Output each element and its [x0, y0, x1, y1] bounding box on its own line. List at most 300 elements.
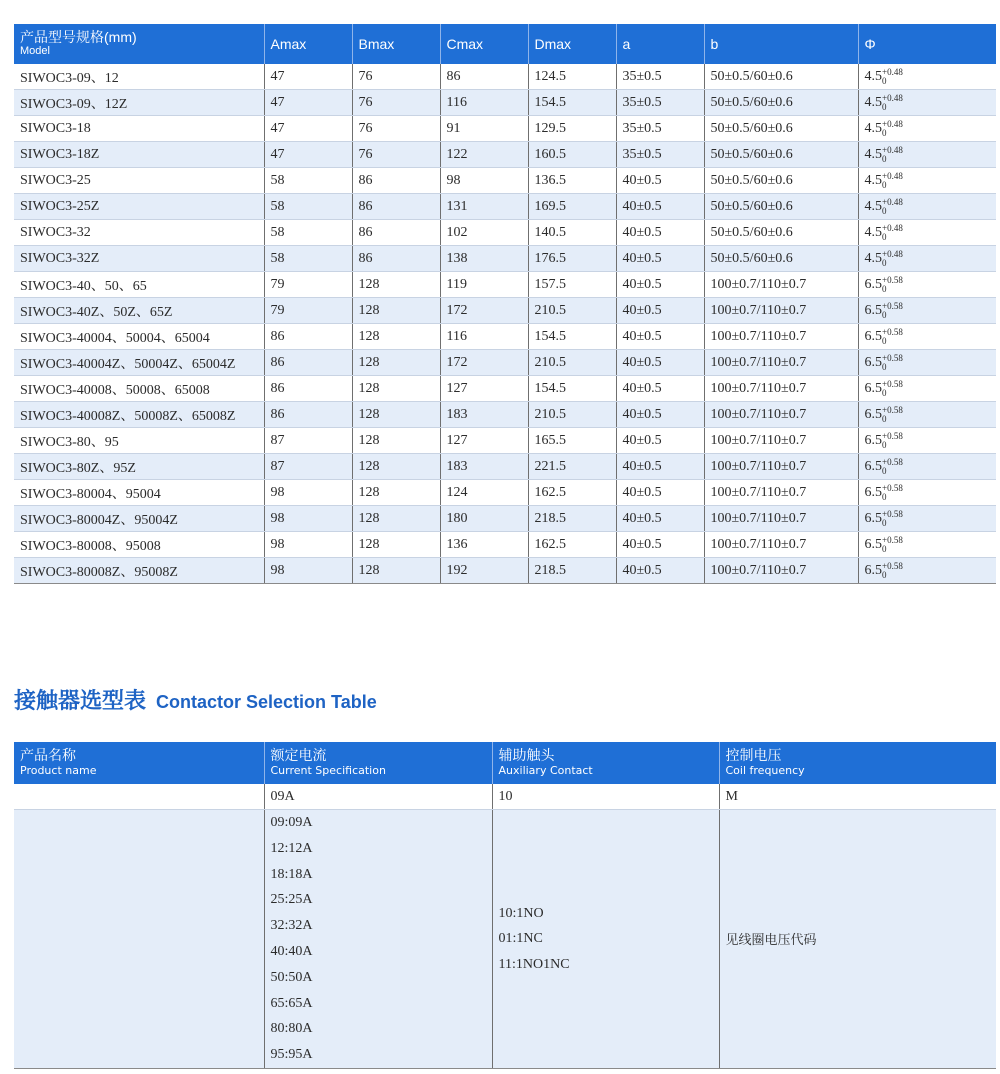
cell-dmax: 154.5 — [528, 90, 616, 116]
table-row — [14, 220, 996, 246]
cell-amax: 98 — [264, 532, 352, 558]
cell-cmax: 122 — [440, 142, 528, 168]
phi-upper: +0.48 — [882, 92, 903, 103]
cell-dmax: 162.5 — [528, 532, 616, 558]
cell-cmax: 180 — [440, 506, 528, 532]
cell-bmax: 86 — [352, 194, 440, 220]
cell-phi — [858, 454, 996, 480]
selection-code-row — [14, 784, 996, 810]
cell-b: 100±0.7/110±0.7 — [704, 480, 858, 506]
cell-model: SIWOC3-32 — [14, 220, 264, 246]
phi-lower: 0 — [882, 335, 887, 346]
cell-model: SIWOC3-18Z — [14, 142, 264, 168]
cell-b: 100±0.7/110±0.7 — [704, 532, 858, 558]
phi-upper: +0.48 — [882, 66, 903, 77]
phi-upper: +0.58 — [882, 456, 903, 467]
cell-b: 50±0.5/60±0.6 — [704, 246, 858, 272]
current-option: 40:40A — [270, 943, 313, 959]
cell-a: 40±0.5 — [616, 324, 704, 350]
cell-dmax: 124.5 — [528, 64, 616, 90]
header-coil-cn: 控制电压 — [725, 748, 782, 764]
table-row — [14, 116, 996, 142]
cell-amax: 47 — [264, 116, 352, 142]
table-row — [14, 142, 996, 168]
phi-base: 4.5 — [864, 120, 882, 136]
phi-lower: 0 — [882, 543, 887, 554]
code-auxiliary: 10 — [492, 784, 719, 810]
cell-cmax: 192 — [440, 558, 528, 584]
cell-a: 40±0.5 — [616, 246, 704, 272]
header-coil — [719, 742, 996, 784]
phi-upper: +0.58 — [882, 508, 903, 519]
cell-b: 50±0.5/60±0.6 — [704, 64, 858, 90]
cell-amax: 47 — [264, 90, 352, 116]
phi-base: 6.5 — [864, 458, 882, 474]
cell-amax: 98 — [264, 558, 352, 584]
table-row — [14, 454, 996, 480]
phi-upper: +0.58 — [882, 326, 903, 337]
header-coil-en: Coil frequency — [725, 764, 805, 777]
phi-tolerance — [882, 562, 903, 580]
table-row — [14, 194, 996, 220]
dimensions-header-row — [14, 24, 996, 64]
cell-dmax: 154.5 — [528, 324, 616, 350]
cell-b: 50±0.5/60±0.6 — [704, 90, 858, 116]
cell-phi — [858, 64, 996, 90]
cell-amax: 86 — [264, 324, 352, 350]
phi-tolerance — [882, 68, 903, 86]
cell-bmax: 76 — [352, 116, 440, 142]
cell-a: 35±0.5 — [616, 64, 704, 90]
header-bmax: Bmax — [352, 24, 440, 64]
cell-model: SIWOC3-18 — [14, 116, 264, 142]
cell-bmax: 86 — [352, 246, 440, 272]
cell-b: 50±0.5/60±0.6 — [704, 194, 858, 220]
cell-b: 100±0.7/110±0.7 — [704, 272, 858, 298]
phi-tolerance — [882, 276, 903, 294]
cell-bmax: 128 — [352, 324, 440, 350]
cell-model: SIWOC3-80008、95008 — [14, 532, 264, 558]
cell-cmax: 91 — [440, 116, 528, 142]
cell-phi — [858, 532, 996, 558]
table-row — [14, 376, 996, 402]
table-row — [14, 324, 996, 350]
current-option: 50:50A — [270, 969, 313, 985]
cell-phi — [858, 116, 996, 142]
phi-lower: 0 — [882, 387, 887, 398]
phi-upper: +0.58 — [882, 352, 903, 363]
cell-cmax: 116 — [440, 90, 528, 116]
table-row — [14, 558, 996, 584]
phi-lower: 0 — [882, 127, 887, 138]
phi-upper: +0.48 — [882, 118, 903, 129]
header-product-name-cn: 产品名称 — [20, 748, 76, 764]
header-dmax: Dmax — [528, 24, 616, 64]
phi-tolerance — [882, 432, 903, 450]
header-phi: Φ — [858, 24, 996, 64]
header-auxiliary — [492, 742, 719, 784]
cell-phi — [858, 168, 996, 194]
cell-cmax: 127 — [440, 376, 528, 402]
phi-tolerance — [882, 406, 903, 424]
header-model — [14, 24, 264, 64]
cell-amax: 86 — [264, 402, 352, 428]
header-auxiliary-en: Auxiliary Contact — [498, 764, 593, 777]
cell-model: SIWOC3-25Z — [14, 194, 264, 220]
cell-b: 50±0.5/60±0.6 — [704, 142, 858, 168]
cell-model: SIWOC3-40004Z、50004Z、65004Z — [14, 350, 264, 376]
phi-lower: 0 — [882, 465, 887, 476]
phi-base: 6.5 — [864, 302, 882, 318]
header-b: b — [704, 24, 858, 64]
phi-base: 6.5 — [864, 432, 882, 448]
auxiliary-option: 11:1NO1NC — [498, 956, 570, 972]
cell-bmax: 76 — [352, 142, 440, 168]
selection-table — [14, 742, 996, 1069]
phi-tolerance — [882, 120, 903, 138]
cell-b: 100±0.7/110±0.7 — [704, 428, 858, 454]
table-row — [14, 298, 996, 324]
cell-model: SIWOC3-09、12 — [14, 64, 264, 90]
header-current-cn: 额定电流 — [270, 748, 327, 764]
cell-bmax: 128 — [352, 402, 440, 428]
cell-a: 35±0.5 — [616, 90, 704, 116]
auxiliary-option: 10:1NO — [498, 905, 544, 921]
current-option: 12:12A — [270, 840, 313, 856]
cell-amax: 87 — [264, 454, 352, 480]
phi-upper: +0.58 — [882, 430, 903, 441]
cell-bmax: 128 — [352, 428, 440, 454]
cell-a: 40±0.5 — [616, 168, 704, 194]
phi-lower: 0 — [882, 153, 887, 164]
cell-a: 40±0.5 — [616, 532, 704, 558]
phi-upper: +0.58 — [882, 560, 903, 571]
cell-dmax: 136.5 — [528, 168, 616, 194]
dimensions-body — [14, 64, 996, 584]
phi-base: 4.5 — [864, 224, 882, 240]
cell-bmax: 128 — [352, 350, 440, 376]
phi-upper: +0.58 — [882, 482, 903, 493]
phi-lower: 0 — [882, 283, 887, 294]
header-auxiliary-cn: 辅助触头 — [498, 748, 555, 764]
cell-dmax: 176.5 — [528, 246, 616, 272]
cell-bmax: 86 — [352, 220, 440, 246]
phi-lower: 0 — [882, 179, 887, 190]
cell-amax: 58 — [264, 220, 352, 246]
cell-b: 50±0.5/60±0.6 — [704, 116, 858, 142]
section-title-en: Contactor Selection Table — [156, 692, 377, 712]
cell-bmax: 128 — [352, 558, 440, 584]
cell-dmax: 210.5 — [528, 402, 616, 428]
phi-base: 6.5 — [864, 536, 882, 552]
header-amax: Amax — [264, 24, 352, 64]
cell-model: SIWOC3-40Z、50Z、65Z — [14, 298, 264, 324]
cell-dmax: 210.5 — [528, 350, 616, 376]
cell-cmax: 131 — [440, 194, 528, 220]
phi-upper: +0.48 — [882, 144, 903, 155]
cell-a: 40±0.5 — [616, 480, 704, 506]
cell-a: 40±0.5 — [616, 194, 704, 220]
selection-options-row — [14, 810, 996, 1069]
cell-model: SIWOC3-80004、95004 — [14, 480, 264, 506]
cell-cmax: 119 — [440, 272, 528, 298]
phi-lower: 0 — [882, 75, 887, 86]
phi-lower: 0 — [882, 309, 887, 320]
table-row — [14, 428, 996, 454]
phi-base: 4.5 — [864, 94, 882, 110]
header-model-en: Model — [20, 45, 50, 57]
cell-model: SIWOC3-40、50、65 — [14, 272, 264, 298]
dimensions-table — [14, 24, 996, 584]
phi-lower: 0 — [882, 413, 887, 424]
cell-model: SIWOC3-80Z、95Z — [14, 454, 264, 480]
current-option: 18:18A — [270, 866, 313, 882]
cell-phi — [858, 90, 996, 116]
phi-tolerance — [882, 380, 903, 398]
phi-tolerance — [882, 510, 903, 528]
cell-cmax: 138 — [440, 246, 528, 272]
cell-amax: 47 — [264, 142, 352, 168]
table-row — [14, 480, 996, 506]
cell-cmax: 183 — [440, 454, 528, 480]
cell-cmax: 172 — [440, 298, 528, 324]
table-row — [14, 64, 996, 90]
phi-upper: +0.58 — [882, 404, 903, 415]
cell-phi — [858, 194, 996, 220]
cell-bmax: 128 — [352, 272, 440, 298]
cell-bmax: 128 — [352, 298, 440, 324]
cell-phi — [858, 376, 996, 402]
cell-dmax: 140.5 — [528, 220, 616, 246]
cell-amax: 98 — [264, 506, 352, 532]
phi-lower: 0 — [882, 361, 887, 372]
cell-cmax: 86 — [440, 64, 528, 90]
cell-bmax: 76 — [352, 64, 440, 90]
phi-tolerance — [882, 224, 903, 242]
header-model-cn: 产品型号规格(mm) — [20, 29, 137, 45]
cell-model: SIWOC3-80004Z、95004Z — [14, 506, 264, 532]
cell-dmax: 218.5 — [528, 506, 616, 532]
cell-b: 100±0.7/110±0.7 — [704, 376, 858, 402]
phi-tolerance — [882, 536, 903, 554]
cell-bmax: 128 — [352, 454, 440, 480]
cell-amax: 58 — [264, 194, 352, 220]
cell-cmax: 98 — [440, 168, 528, 194]
cell-dmax: 221.5 — [528, 454, 616, 480]
phi-upper: +0.58 — [882, 300, 903, 311]
cell-dmax: 160.5 — [528, 142, 616, 168]
cell-dmax: 210.5 — [528, 298, 616, 324]
cell-amax: 58 — [264, 246, 352, 272]
auxiliary-option: 01:1NC — [498, 931, 543, 947]
cell-dmax: 218.5 — [528, 558, 616, 584]
coil-note-text: 见线圈电压代码 — [725, 932, 817, 948]
cell-a: 40±0.5 — [616, 298, 704, 324]
code-current: 09A — [264, 784, 492, 810]
phi-base: 6.5 — [864, 328, 882, 344]
section-title-cn: 接触器选型表 — [14, 689, 147, 714]
phi-lower: 0 — [882, 257, 887, 268]
phi-tolerance — [882, 250, 903, 268]
cell-phi — [858, 272, 996, 298]
table-row — [14, 350, 996, 376]
cell-bmax: 76 — [352, 90, 440, 116]
cell-cmax: 183 — [440, 402, 528, 428]
cell-b: 100±0.7/110±0.7 — [704, 298, 858, 324]
cell-phi — [858, 298, 996, 324]
phi-upper: +0.48 — [882, 170, 903, 181]
phi-upper: +0.58 — [882, 274, 903, 285]
cell-amax: 86 — [264, 350, 352, 376]
cell-phi — [858, 506, 996, 532]
phi-lower: 0 — [882, 101, 887, 112]
cell-b: 100±0.7/110±0.7 — [704, 506, 858, 532]
cell-cmax: 136 — [440, 532, 528, 558]
phi-tolerance — [882, 172, 903, 190]
current-option: 65:65A — [270, 995, 313, 1011]
cell-amax: 58 — [264, 168, 352, 194]
cell-b: 100±0.7/110±0.7 — [704, 350, 858, 376]
table-row — [14, 402, 996, 428]
cell-a: 40±0.5 — [616, 506, 704, 532]
cell-bmax: 128 — [352, 506, 440, 532]
cell-a: 35±0.5 — [616, 142, 704, 168]
header-product-name — [14, 742, 264, 784]
cell-b: 100±0.7/110±0.7 — [704, 402, 858, 428]
cell-amax: 79 — [264, 272, 352, 298]
cell-bmax: 128 — [352, 376, 440, 402]
table-row — [14, 272, 996, 298]
phi-base: 6.5 — [864, 406, 882, 422]
phi-base: 4.5 — [864, 172, 882, 188]
cell-a: 40±0.5 — [616, 350, 704, 376]
phi-tolerance — [882, 354, 903, 372]
cell-dmax: 165.5 — [528, 428, 616, 454]
phi-base: 4.5 — [864, 198, 882, 214]
cell-bmax: 128 — [352, 480, 440, 506]
cell-phi — [858, 142, 996, 168]
cell-a: 35±0.5 — [616, 116, 704, 142]
cell-dmax: 162.5 — [528, 480, 616, 506]
current-option: 09:09A — [270, 815, 313, 830]
cell-b: 100±0.7/110±0.7 — [704, 454, 858, 480]
phi-tolerance — [882, 94, 903, 112]
cell-dmax: 129.5 — [528, 116, 616, 142]
auxiliary-options — [492, 810, 719, 1069]
cell-model: SIWOC3-40008、50008、65008 — [14, 376, 264, 402]
table-row — [14, 168, 996, 194]
cell-phi — [858, 350, 996, 376]
cell-b: 50±0.5/60±0.6 — [704, 168, 858, 194]
cell-dmax: 154.5 — [528, 376, 616, 402]
cell-amax: 79 — [264, 298, 352, 324]
cell-a: 40±0.5 — [616, 428, 704, 454]
code-product — [14, 784, 264, 810]
phi-upper: +0.58 — [882, 378, 903, 389]
current-option: 25:25A — [270, 892, 313, 908]
cell-amax: 86 — [264, 376, 352, 402]
phi-lower: 0 — [882, 517, 887, 528]
cell-cmax: 124 — [440, 480, 528, 506]
cell-b: 50±0.5/60±0.6 — [704, 220, 858, 246]
current-option: 32:32A — [270, 918, 313, 934]
table-row — [14, 90, 996, 116]
cell-a: 40±0.5 — [616, 220, 704, 246]
table-row — [14, 246, 996, 272]
cell-cmax: 127 — [440, 428, 528, 454]
cell-amax: 87 — [264, 428, 352, 454]
cell-amax: 98 — [264, 480, 352, 506]
cell-phi — [858, 558, 996, 584]
cell-bmax: 128 — [352, 532, 440, 558]
phi-lower: 0 — [882, 491, 887, 502]
cell-cmax: 172 — [440, 350, 528, 376]
phi-base: 6.5 — [864, 484, 882, 500]
cell-dmax: 169.5 — [528, 194, 616, 220]
section-title — [14, 684, 377, 715]
current-option: 95:95A — [270, 1047, 313, 1063]
phi-upper: +0.58 — [882, 534, 903, 545]
phi-base: 6.5 — [864, 562, 882, 578]
cell-cmax: 102 — [440, 220, 528, 246]
cell-model: SIWOC3-32Z — [14, 246, 264, 272]
header-cmax: Cmax — [440, 24, 528, 64]
cell-a: 40±0.5 — [616, 272, 704, 298]
cell-model: SIWOC3-25 — [14, 168, 264, 194]
code-coil: M — [719, 784, 996, 810]
phi-base: 6.5 — [864, 380, 882, 396]
cell-b: 100±0.7/110±0.7 — [704, 324, 858, 350]
cell-phi — [858, 428, 996, 454]
cell-model: SIWOC3-09、12Z — [14, 90, 264, 116]
current-option: 80:80A — [270, 1021, 313, 1037]
phi-tolerance — [882, 484, 903, 502]
current-options — [264, 810, 492, 1069]
phi-lower: 0 — [882, 439, 887, 450]
cell-phi — [858, 324, 996, 350]
cell-model: SIWOC3-80、95 — [14, 428, 264, 454]
phi-upper: +0.48 — [882, 222, 903, 233]
phi-tolerance — [882, 328, 903, 346]
cell-a: 40±0.5 — [616, 454, 704, 480]
cell-phi — [858, 246, 996, 272]
cell-phi — [858, 480, 996, 506]
cell-b: 100±0.7/110±0.7 — [704, 558, 858, 584]
header-product-name-en: Product name — [20, 764, 97, 777]
phi-upper: +0.48 — [882, 196, 903, 207]
table-row — [14, 532, 996, 558]
cell-cmax: 116 — [440, 324, 528, 350]
cell-bmax: 86 — [352, 168, 440, 194]
cell-phi — [858, 402, 996, 428]
header-current — [264, 742, 492, 784]
cell-model: SIWOC3-40008Z、50008Z、65008Z — [14, 402, 264, 428]
cell-phi — [858, 220, 996, 246]
phi-tolerance — [882, 198, 903, 216]
cell-a: 40±0.5 — [616, 558, 704, 584]
cell-model: SIWOC3-40004、50004、65004 — [14, 324, 264, 350]
phi-tolerance — [882, 302, 903, 320]
phi-base: 6.5 — [864, 276, 882, 292]
phi-lower: 0 — [882, 569, 887, 580]
cell-a: 40±0.5 — [616, 402, 704, 428]
phi-tolerance — [882, 458, 903, 476]
phi-base: 4.5 — [864, 146, 882, 162]
phi-lower: 0 — [882, 205, 887, 216]
options-product — [14, 810, 264, 1069]
cell-model: SIWOC3-80008Z、95008Z — [14, 558, 264, 584]
cell-a: 40±0.5 — [616, 376, 704, 402]
